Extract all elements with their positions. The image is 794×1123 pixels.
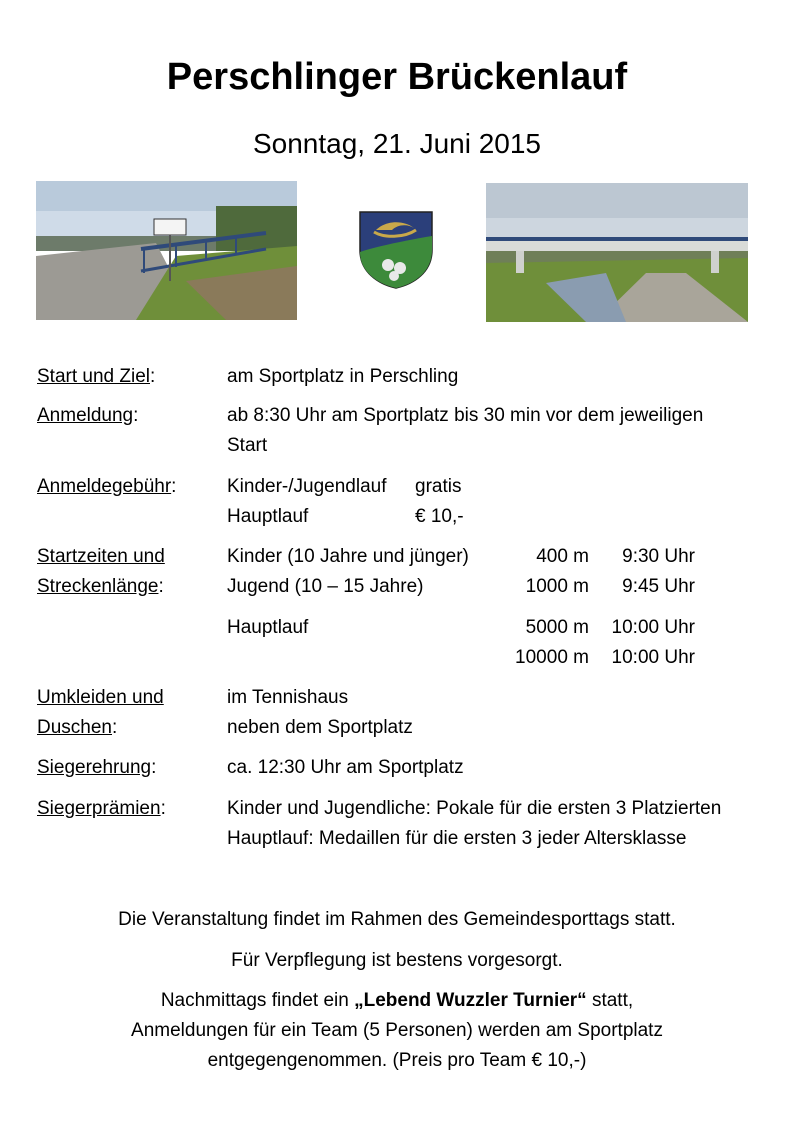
race-distance: 1000 m: [525, 576, 589, 597]
schedule-row: [227, 613, 777, 643]
fee-row: [227, 502, 777, 532]
start-value: am Sportplatz in Perschling: [227, 366, 459, 387]
race-time: 9:45 Uhr: [622, 576, 695, 597]
streckenlaenge-label: Streckenlänge: [37, 576, 159, 597]
colon: :: [112, 717, 118, 738]
fee-price: gratis: [415, 476, 462, 497]
siegerpraemien-line2: Hauptlauf: Medaillen für die ersten 3 jeder Altersklasse: [227, 828, 687, 849]
colon: :: [158, 576, 164, 597]
startzeiten-label: Startzeiten und: [37, 546, 165, 567]
race-time: 10:00 Uhr: [611, 647, 695, 668]
race-distance: 10000 m: [515, 647, 589, 668]
footer-line: entgegengenommen. (Preis pro Team € 10,-): [207, 1050, 587, 1071]
duschen-label: Duschen: [37, 717, 112, 738]
fee-category: Hauptlauf: [227, 506, 309, 527]
coat-of-arms-icon: [358, 210, 434, 290]
anmeldung-label: Anmeldung: [37, 405, 134, 426]
siegerpraemien-line1: Kinder und Jugendliche: Pokale für die ersten 3 Platzierten: [227, 798, 722, 819]
race-name: Jugend (10 – 15 Jahre): [227, 576, 424, 597]
tournament-name: „Lebend Wuzzler Turnier“: [354, 990, 587, 1011]
page-title: Perschlinger Brückenlauf: [166, 56, 628, 98]
colon: :: [150, 366, 156, 387]
footer-line: Die Veranstaltung findet im Rahmen des Gemeindesporttags statt.: [118, 909, 676, 930]
race-distance: 400 m: [536, 546, 589, 567]
schedule-row: [227, 542, 777, 572]
colon: :: [171, 476, 177, 497]
footer-line: Für Verpflegung ist bestens vorgesorgt.: [231, 950, 563, 971]
colon: :: [160, 798, 166, 819]
colon: :: [133, 405, 139, 426]
anmeldung-line2: Start: [227, 435, 268, 456]
race-distance: 5000 m: [525, 617, 589, 638]
race-time: 9:30 Uhr: [622, 546, 695, 567]
umkleiden-line1: im Tennishaus: [227, 687, 349, 708]
siegerehrung-value: ca. 12:30 Uhr am Sportplatz: [227, 757, 464, 778]
footer-line: [0, 986, 794, 1016]
colon: :: [151, 757, 157, 778]
anmeldung-line1: ab 8:30 Uhr am Sportplatz bis 30 min vor dem jeweiligen: [227, 405, 704, 426]
fee-row: [227, 472, 777, 502]
schedule-row: [227, 572, 777, 602]
bridge-photo-right: [486, 183, 748, 322]
start-label: Start und Ziel: [37, 366, 150, 387]
fee-price: € 10,-: [415, 506, 464, 527]
siegerpraemien-label: Siegerprämien: [37, 798, 161, 819]
footer-text: Nachmittags findet ein: [160, 990, 355, 1011]
fee-category: Kinder-/Jugendlauf: [227, 476, 387, 497]
race-time: 10:00 Uhr: [611, 617, 695, 638]
race-name: Kinder (10 Jahre und jünger): [227, 546, 469, 567]
gebuehr-label: Anmeldegebühr: [37, 476, 172, 497]
bridge-photo-left: [36, 181, 297, 320]
footer-line: Anmeldungen für ein Team (5 Personen) werden am Sportplatz: [131, 1020, 663, 1041]
schedule-row: [227, 643, 777, 673]
siegerehrung-label: Siegerehrung: [37, 757, 152, 778]
event-date: Sonntag, 21. Juni 2015: [252, 128, 541, 159]
umkleiden-label: Umkleiden und: [37, 687, 164, 708]
footer-text: statt,: [586, 990, 634, 1011]
umkleiden-line2: neben dem Sportplatz: [227, 717, 413, 738]
race-name: Hauptlauf: [227, 617, 309, 638]
